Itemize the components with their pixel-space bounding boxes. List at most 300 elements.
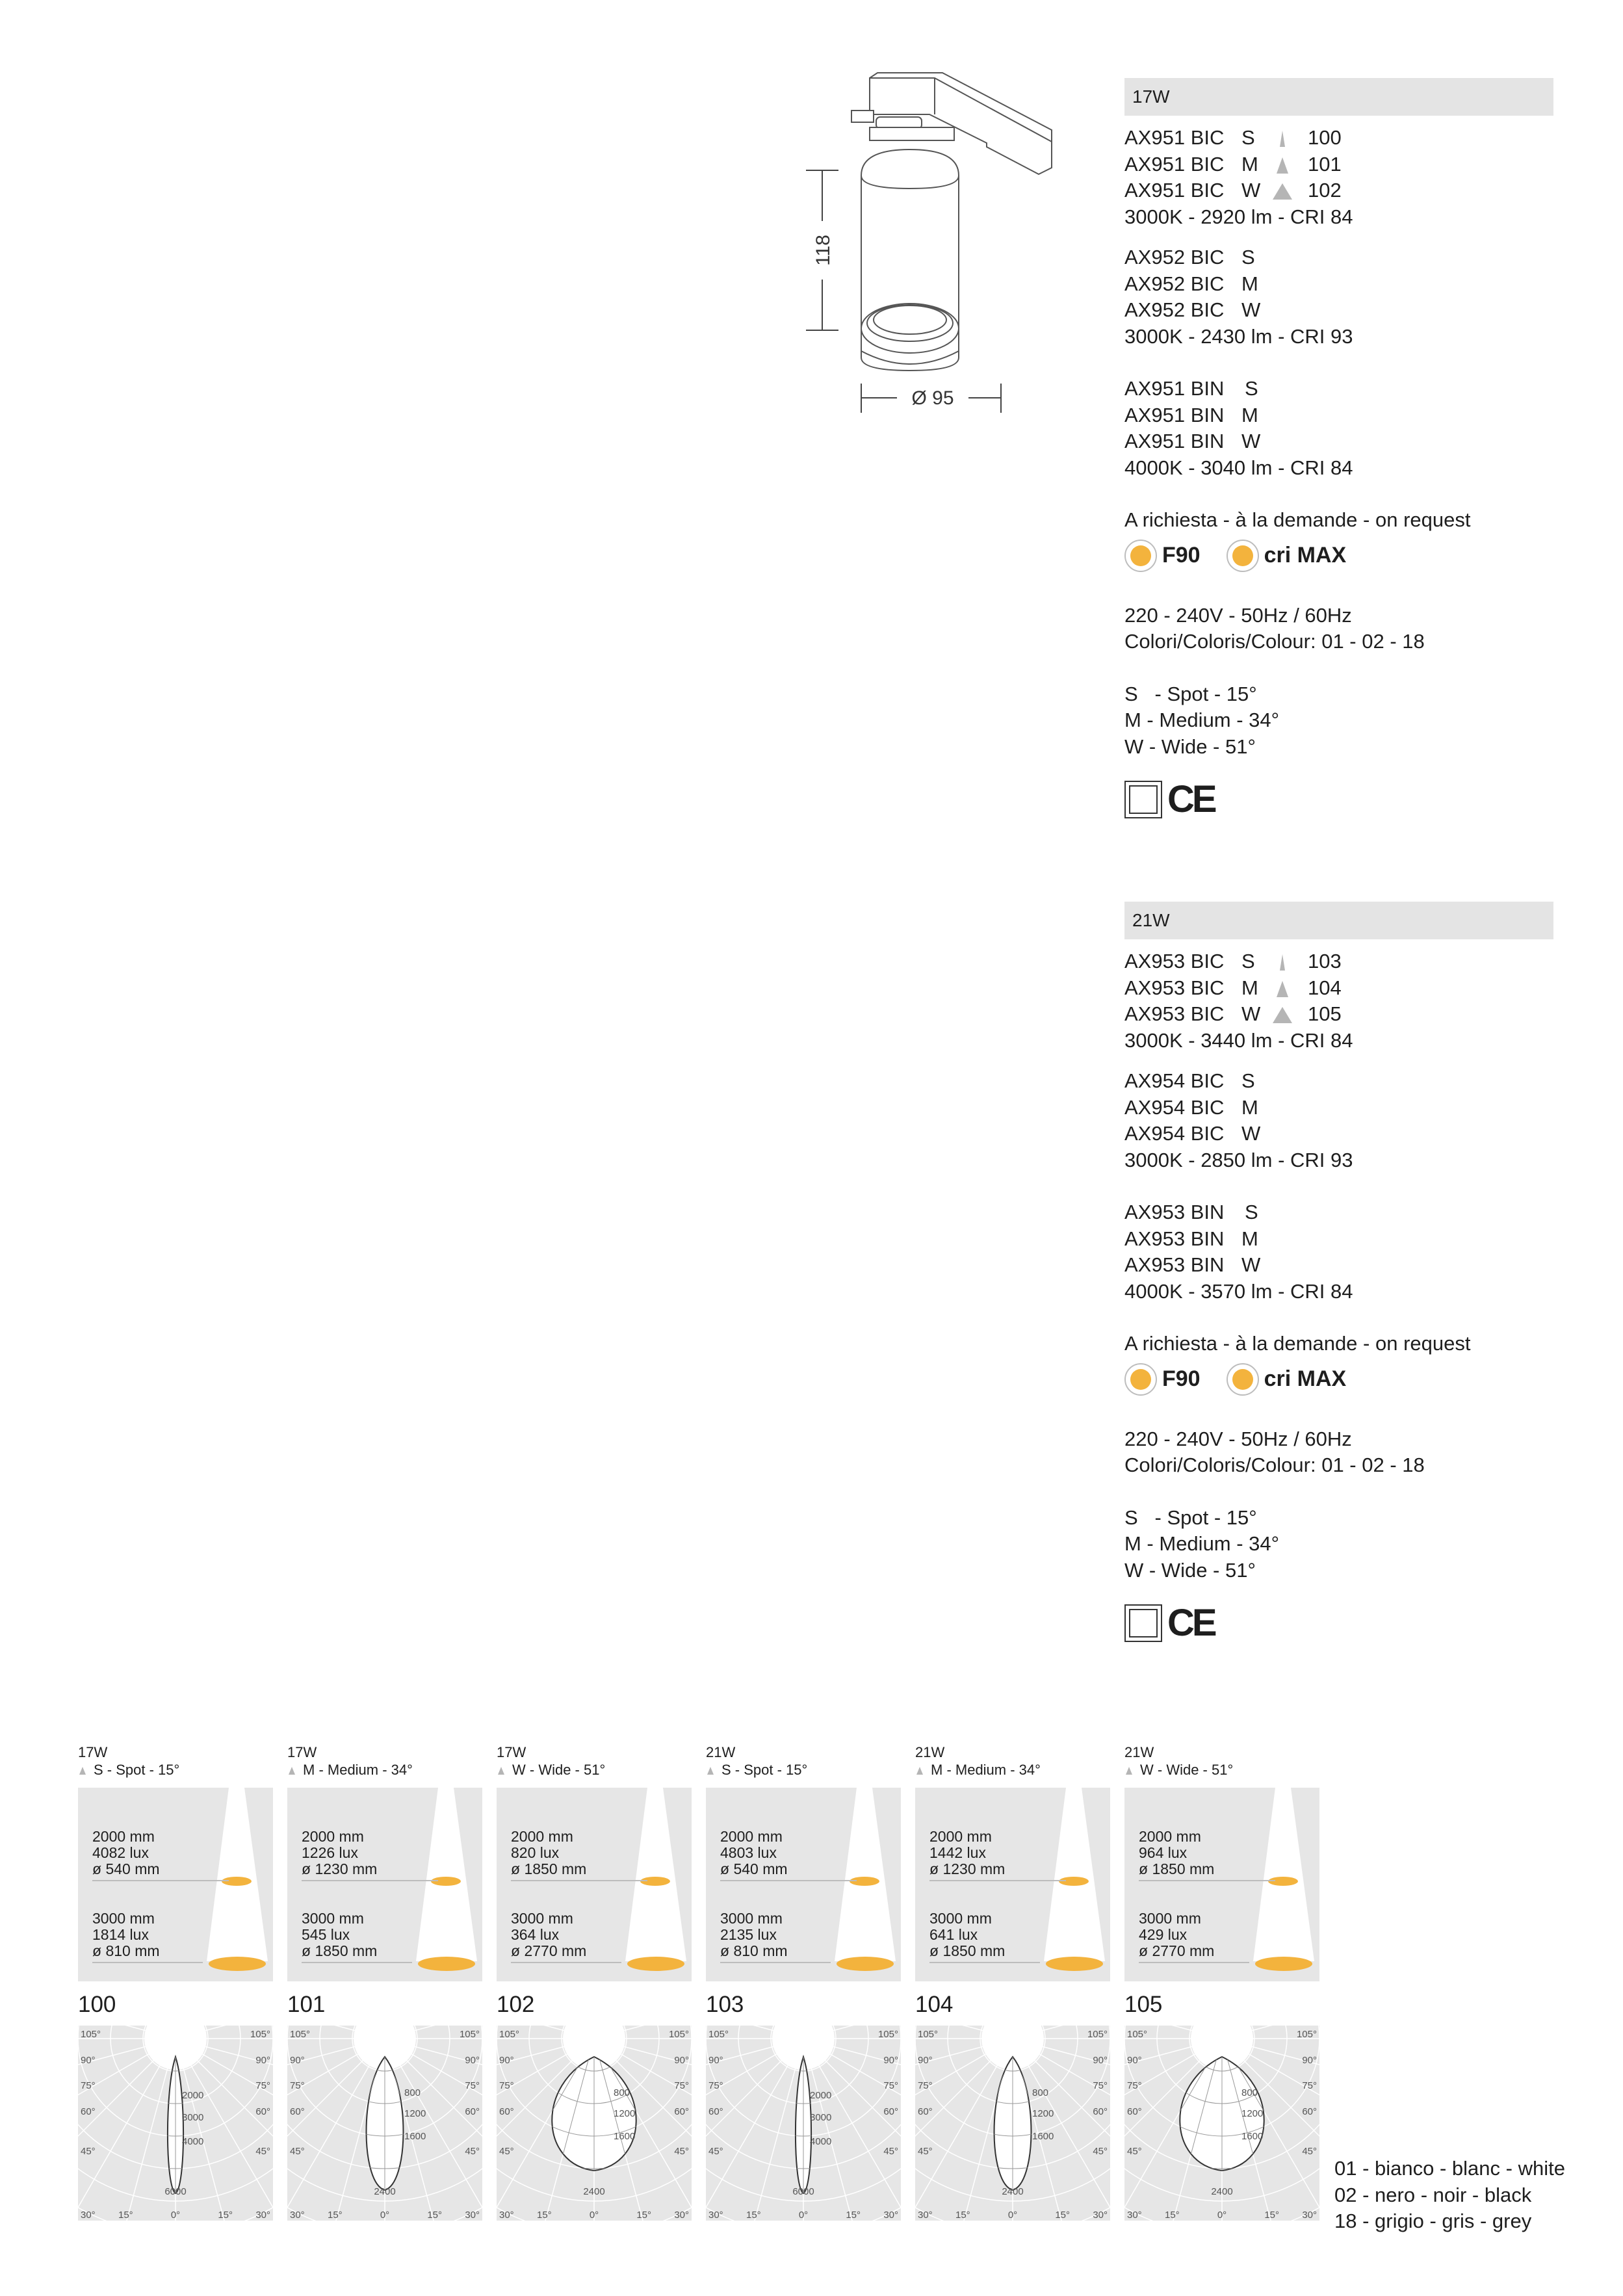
polar-angle-label: 30° <box>708 2210 723 2221</box>
model-code: AX954 BIC <box>1124 1095 1225 1119</box>
model-code: AX953 BIN <box>1124 1201 1225 1223</box>
ce-mark: CE <box>1167 1601 1215 1644</box>
card-power: 21W <box>1124 1744 1154 1760</box>
far-measure <box>1139 1911 1214 1959</box>
power-header: 17W <box>1124 78 1553 116</box>
beam-letter: S <box>1245 377 1258 400</box>
beam-letter: W <box>1241 1253 1261 1276</box>
photometric-ref: 105 <box>1124 1992 1163 2017</box>
spot-diameter: ø 2770 mm <box>1139 1942 1215 1959</box>
polar-angle-label: 45° <box>1127 2146 1142 2157</box>
option-badge-icon <box>1227 1363 1259 1396</box>
polar-diagram-panel <box>78 2026 273 2221</box>
spot-diameter: ø 1230 mm <box>929 1860 1006 1877</box>
measure-line <box>1139 1962 1249 1963</box>
polar-angle-label: 75° <box>499 2080 514 2091</box>
polar-angle-label: 60° <box>290 2106 305 2117</box>
card-beam-line <box>78 1761 273 1779</box>
polar-angle-label: 30° <box>674 2210 689 2221</box>
near-measure <box>1139 1829 1214 1877</box>
polar-ring-label: 6000 <box>792 2186 814 2197</box>
model-code: AX954 BIC <box>1124 1122 1225 1145</box>
polar-angle-label: 60° <box>81 2106 96 2117</box>
polar-angle-label: 75° <box>918 2080 933 2091</box>
beam-angle-icon <box>1273 130 1292 147</box>
polar-angle-label: 90° <box>1127 2055 1142 2066</box>
polar-ring-label: 4000 <box>182 2136 204 2147</box>
far-measure <box>302 1911 377 1959</box>
measure-line <box>929 1880 1066 1881</box>
beam-letter: S <box>1241 1069 1255 1092</box>
model-code: AX952 BIC <box>1124 272 1225 295</box>
spec-block <box>1124 78 1553 822</box>
polar-ring-label: 2400 <box>1002 2186 1024 2197</box>
beam-letter: W <box>1241 1122 1261 1145</box>
colour-legend <box>1334 2156 1565 2235</box>
beam-description: S - Spot - 15° <box>1124 682 1257 705</box>
spot-diameter: ø 810 mm <box>720 1942 788 1959</box>
double-insulation-icon <box>1124 781 1162 818</box>
light-beam <box>625 1788 686 1961</box>
distance: 2000 mm <box>92 1828 155 1845</box>
photometric-ref: 103 <box>1308 950 1342 972</box>
spec-block <box>1124 902 1553 1646</box>
photometric-card <box>78 1743 273 2237</box>
polar-intensity-diagram <box>497 2026 692 2221</box>
card-header <box>915 1743 1110 1779</box>
product-drawing <box>780 65 1066 429</box>
polar-angle-label: 30° <box>465 2210 480 2221</box>
measure-line <box>720 1880 857 1881</box>
photometric-ref: 102 <box>1308 179 1342 202</box>
voltage: 220 - 240V - 50Hz / 60Hz <box>1124 603 1352 627</box>
model-info: 4000K - 3570 lm - CRI 84 <box>1124 1279 1353 1303</box>
polar-angle-label: 60° <box>1127 2106 1142 2117</box>
light-spot-near <box>1059 1877 1089 1886</box>
spec-lines <box>1124 125 1553 822</box>
model-row <box>1124 948 1553 975</box>
light-cone-panel <box>1124 1788 1319 1981</box>
polar-angle-label: 75° <box>81 2080 96 2091</box>
model-row <box>1124 1068 1553 1095</box>
beam-letter: W <box>1241 1002 1261 1025</box>
lux-value: 429 lux <box>1139 1926 1188 1943</box>
polar-diagram-panel <box>915 2026 1110 2221</box>
beam-angle-icon <box>1124 1767 1134 1775</box>
model-info: 4000K - 3040 lm - CRI 84 <box>1124 456 1353 479</box>
option-badge-icon <box>1124 540 1157 572</box>
measure-line <box>302 1880 438 1881</box>
card-header <box>497 1743 692 1779</box>
polar-angle-label: 105° <box>877 2029 898 2040</box>
card-beam: M - Medium - 34° <box>931 1762 1041 1778</box>
photometric-card <box>1124 1743 1319 2237</box>
polar-angle-label: 105° <box>918 2029 939 2040</box>
polar-ring-label: 1600 <box>1032 2131 1054 2142</box>
beam-description: W - Wide - 51° <box>1124 1558 1256 1582</box>
polar-angle-label: 45° <box>1093 2146 1108 2157</box>
card-beam: W - Wide - 51° <box>512 1762 606 1778</box>
spot-diameter: ø 1850 mm <box>511 1860 587 1877</box>
beam-letter: M <box>1241 152 1258 176</box>
beam-angle-icon <box>497 1767 506 1775</box>
lux-value: 1442 lux <box>929 1844 986 1861</box>
model-code: AX951 BIC <box>1124 126 1225 149</box>
polar-intensity-diagram <box>915 2026 1110 2221</box>
beam-letter: W <box>1241 179 1261 202</box>
polar-angle-label: 90° <box>674 2055 689 2066</box>
light-cone-panel <box>915 1788 1110 1981</box>
light-spot-far <box>837 1957 894 1971</box>
beam-description: M - Medium - 34° <box>1124 1532 1280 1555</box>
polar-ring-label: 800 <box>1241 2087 1258 2098</box>
distance: 2000 mm <box>302 1828 364 1845</box>
photometric-card <box>706 1743 901 2237</box>
polar-angle-label: 45° <box>255 2146 270 2157</box>
card-power: 17W <box>497 1744 526 1760</box>
card-beam: W - Wide - 51° <box>1140 1762 1234 1778</box>
model-code: AX952 BIC <box>1124 298 1225 321</box>
polar-angle-label: 30° <box>290 2210 305 2221</box>
far-measure <box>720 1911 788 1959</box>
polar-diagram-panel <box>287 2026 482 2221</box>
spot-diameter: ø 2770 mm <box>511 1942 587 1959</box>
colour-legend-item: 18 - grigio - gris - grey <box>1334 2210 1532 2232</box>
polar-angle-label: 0° <box>380 2210 390 2221</box>
measure-line <box>92 1880 229 1881</box>
model-row <box>1124 151 1553 178</box>
card-power: 21W <box>706 1744 736 1760</box>
polar-intensity-diagram <box>1124 2026 1319 2221</box>
distance: 2000 mm <box>1139 1828 1201 1845</box>
polar-angle-label: 75° <box>1127 2080 1142 2091</box>
polar-angle-label: 15° <box>118 2210 133 2221</box>
polar-angle-label: 60° <box>255 2106 270 2117</box>
distance: 2000 mm <box>720 1828 783 1845</box>
beam-letter: S <box>1241 950 1255 972</box>
beam-angle-icon <box>1273 980 1292 997</box>
card-beam: S - Spot - 15° <box>721 1762 808 1778</box>
photometric-ref: 102 <box>497 1992 535 2017</box>
polar-angle-label: 90° <box>708 2055 723 2066</box>
photometric-card <box>497 1743 692 2237</box>
polar-diagram-panel <box>497 2026 692 2221</box>
dimension-height: 118 <box>812 235 834 266</box>
beam-letter: M <box>1241 403 1258 426</box>
distance: 3000 mm <box>511 1910 573 1927</box>
polar-angle-label: 105° <box>1296 2029 1317 2040</box>
polar-angle-label: 30° <box>883 2210 898 2221</box>
request-note: A richiesta - à la demande - on request <box>1124 508 1471 531</box>
distance: 3000 mm <box>302 1910 364 1927</box>
model-row <box>1124 1121 1553 1147</box>
light-beam <box>207 1788 268 1961</box>
polar-ring-label: 1600 <box>1241 2131 1264 2142</box>
card-power: 21W <box>915 1744 945 1760</box>
beam-letter: M <box>1241 1227 1258 1250</box>
beam-letter: M <box>1241 1095 1258 1119</box>
light-spot-far <box>1046 1957 1103 1971</box>
photometric-ref: 104 <box>915 1992 954 2017</box>
lux-value: 4082 lux <box>92 1844 149 1861</box>
beam-letter: W <box>1241 430 1261 452</box>
polar-angle-label: 75° <box>883 2080 898 2091</box>
polar-ring-label: 2400 <box>1211 2186 1233 2197</box>
polar-angle-label: 75° <box>290 2080 305 2091</box>
photometric-ref: 100 <box>1308 126 1342 149</box>
beam-angle-icon <box>1273 954 1292 971</box>
polar-angle-label: 105° <box>81 2029 101 2040</box>
polar-ring-label: 1200 <box>1241 2108 1264 2119</box>
photometric-ref: 103 <box>706 1992 744 2017</box>
polar-angle-label: 30° <box>499 2210 514 2221</box>
polar-angle-label: 45° <box>1302 2146 1317 2157</box>
measure-line <box>511 1962 621 1963</box>
polar-angle-label: 90° <box>290 2055 305 2066</box>
polar-angle-label: 45° <box>290 2146 305 2157</box>
beam-letter: S <box>1245 1201 1258 1223</box>
polar-ring-label: 2400 <box>583 2186 605 2197</box>
measure-line <box>929 1962 1040 1963</box>
card-header <box>706 1743 901 1779</box>
polar-angle-label: 75° <box>708 2080 723 2091</box>
card-beam-line <box>497 1761 692 1779</box>
model-info: 3000K - 2430 lm - CRI 93 <box>1124 324 1353 348</box>
distance: 3000 mm <box>92 1910 155 1927</box>
lux-value: 4803 lux <box>720 1844 777 1861</box>
far-measure <box>92 1911 160 1959</box>
polar-angle-label: 105° <box>1127 2029 1148 2040</box>
polar-angle-label: 45° <box>674 2146 689 2157</box>
polar-ring-label: 800 <box>614 2087 630 2098</box>
polar-ring-label: 1200 <box>614 2108 636 2119</box>
beam-letter: M <box>1241 976 1258 999</box>
beam-angle-icon <box>1273 183 1292 200</box>
beam-description: S - Spot - 15° <box>1124 1506 1257 1529</box>
near-measure <box>92 1829 160 1877</box>
double-insulation-icon <box>1124 1604 1162 1642</box>
lux-value: 1814 lux <box>92 1926 149 1943</box>
beam-letter: W <box>1241 298 1261 321</box>
light-cone-panel <box>706 1788 901 1981</box>
option-badge-label: cri MAX <box>1264 1366 1347 1392</box>
polar-angle-label: 15° <box>427 2210 442 2221</box>
ce-mark: CE <box>1167 777 1215 820</box>
near-measure <box>720 1829 788 1877</box>
polar-angle-label: 105° <box>290 2029 311 2040</box>
polar-angle-label: 0° <box>798 2210 809 2221</box>
polar-angle-label: 45° <box>81 2146 96 2157</box>
beam-angle-icon <box>1273 157 1292 174</box>
spot-diameter: ø 540 mm <box>92 1860 160 1877</box>
beam-description: M - Medium - 34° <box>1124 709 1280 731</box>
light-beam <box>1253 1788 1314 1961</box>
model-row <box>1124 975 1553 1002</box>
led-dot-icon <box>1232 1369 1253 1390</box>
double-insulation-inner <box>1129 1609 1158 1637</box>
photometric-ref: 101 <box>287 1992 326 2017</box>
beam-angle-icon <box>287 1767 296 1775</box>
spec-lines <box>1124 948 1553 1646</box>
polar-diagram-panel <box>1124 2026 1319 2221</box>
light-spot-far <box>1255 1957 1312 1971</box>
polar-angle-label: 60° <box>674 2106 689 2117</box>
polar-angle-label: 90° <box>1093 2055 1108 2066</box>
polar-ring-label: 2000 <box>182 2090 204 2101</box>
polar-angle-label: 90° <box>883 2055 898 2066</box>
beam-angle-icon <box>706 1767 715 1775</box>
model-row <box>1124 1199 1553 1226</box>
polar-angle-label: 75° <box>1302 2080 1317 2091</box>
polar-angle-label: 90° <box>499 2055 514 2066</box>
led-dot-icon <box>1130 1369 1151 1390</box>
light-cone-panel <box>287 1788 482 1981</box>
polar-angle-label: 15° <box>537 2210 552 2221</box>
polar-angle-label: 90° <box>465 2055 480 2066</box>
model-row <box>1124 297 1553 324</box>
measure-line <box>302 1962 412 1963</box>
polar-angle-label: 15° <box>1165 2210 1180 2221</box>
light-spot-far <box>418 1957 475 1971</box>
option-badges <box>1124 535 1553 577</box>
model-code: AX953 BIC <box>1124 950 1225 972</box>
colour-legend-item: 01 - bianco - blanc - white <box>1334 2157 1565 2180</box>
distance: 3000 mm <box>1139 1910 1201 1927</box>
polar-angle-label: 45° <box>918 2146 933 2157</box>
light-beam <box>1044 1788 1105 1961</box>
beam-letter: M <box>1241 272 1258 295</box>
photometric-cards <box>78 1743 1339 2237</box>
card-beam-line <box>287 1761 482 1779</box>
model-code: AX954 BIC <box>1124 1069 1225 1092</box>
card-power: 17W <box>78 1744 108 1760</box>
option-badge-icon <box>1227 540 1259 572</box>
light-spot-near <box>431 1877 461 1886</box>
led-dot-icon <box>1130 545 1151 566</box>
polar-angle-label: 30° <box>81 2210 96 2221</box>
polar-angle-label: 105° <box>499 2029 520 2040</box>
polar-angle-label: 45° <box>708 2146 723 2157</box>
polar-angle-label: 60° <box>708 2106 723 2117</box>
double-insulation-inner <box>1129 785 1158 814</box>
light-cone-panel <box>497 1788 692 1981</box>
certification-marks <box>1124 777 1553 822</box>
distance: 3000 mm <box>929 1910 992 1927</box>
option-badge-label: F90 <box>1162 543 1201 568</box>
card-header <box>1124 1743 1319 1779</box>
model-code: AX951 BIN <box>1124 403 1225 426</box>
model-code: AX951 BIN <box>1124 377 1225 400</box>
lux-value: 641 lux <box>929 1926 978 1943</box>
far-measure <box>929 1911 1005 1959</box>
photometric-ref: 100 <box>78 1992 116 2017</box>
colour-options: Colori/Coloris/Colour: 01 - 02 - 18 <box>1124 1454 1425 1476</box>
light-spot-near <box>850 1877 879 1886</box>
light-cone-panel <box>78 1788 273 1981</box>
spot-diameter: ø 540 mm <box>720 1860 788 1877</box>
card-beam: M - Medium - 34° <box>303 1762 413 1778</box>
lux-value: 364 lux <box>511 1926 560 1943</box>
model-row <box>1124 402 1553 429</box>
polar-angle-label: 30° <box>1302 2210 1317 2221</box>
model-code: AX953 BIN <box>1124 1253 1225 1276</box>
polar-angle-label: 105° <box>250 2029 270 2040</box>
beam-angle-icon <box>915 1767 924 1775</box>
spot-diameter: ø 1850 mm <box>302 1942 378 1959</box>
polar-angle-label: 90° <box>255 2055 270 2066</box>
polar-angle-label: 45° <box>883 2146 898 2157</box>
polar-angle-label: 90° <box>81 2055 96 2066</box>
polar-angle-label: 15° <box>746 2210 761 2221</box>
model-info: 3000K - 2920 lm - CRI 84 <box>1124 205 1353 228</box>
power-header: 21W <box>1124 902 1553 939</box>
lux-value: 2135 lux <box>720 1926 777 1943</box>
beam-letter: S <box>1241 126 1255 149</box>
option-badge-label: F90 <box>1162 1366 1201 1392</box>
voltage: 220 - 240V - 50Hz / 60Hz <box>1124 1427 1352 1450</box>
measure-line <box>92 1962 203 1963</box>
near-measure <box>302 1829 377 1877</box>
polar-angle-label: 60° <box>465 2106 480 2117</box>
polar-ring-label: 3000 <box>810 2112 832 2123</box>
polar-angle-label: 15° <box>218 2210 233 2221</box>
light-spot-far <box>209 1957 266 1971</box>
polar-intensity-diagram <box>78 2026 273 2221</box>
polar-angle-label: 75° <box>255 2080 270 2091</box>
polar-angle-label: 15° <box>328 2210 343 2221</box>
polar-angle-label: 15° <box>636 2210 651 2221</box>
polar-angle-label: 75° <box>1093 2080 1108 2091</box>
polar-angle-label: 15° <box>1055 2210 1070 2221</box>
lux-value: 1226 lux <box>302 1844 358 1861</box>
polar-intensity-diagram <box>287 2026 482 2221</box>
lux-value: 964 lux <box>1139 1844 1188 1861</box>
polar-angle-label: 30° <box>255 2210 270 2221</box>
model-row <box>1124 1252 1553 1279</box>
model-row <box>1124 376 1553 402</box>
polar-angle-label: 0° <box>1007 2210 1018 2221</box>
model-code: AX953 BIC <box>1124 1002 1225 1025</box>
card-beam-line <box>1124 1761 1319 1779</box>
polar-angle-label: 60° <box>1093 2106 1108 2117</box>
card-header <box>78 1743 273 1779</box>
polar-angle-label: 60° <box>499 2106 514 2117</box>
polar-ring-label: 2000 <box>810 2090 832 2101</box>
colour-options: Colori/Coloris/Colour: 01 - 02 - 18 <box>1124 630 1425 653</box>
model-code: AX953 BIC <box>1124 976 1225 999</box>
polar-ring-label: 1200 <box>1032 2108 1054 2119</box>
polar-angle-label: 30° <box>918 2210 933 2221</box>
near-measure <box>511 1829 586 1877</box>
polar-ring-label: 2400 <box>374 2186 396 2197</box>
request-note: A richiesta - à la demande - on request <box>1124 1332 1471 1355</box>
model-code: AX951 BIC <box>1124 179 1225 202</box>
polar-angle-label: 60° <box>883 2106 898 2117</box>
model-code: AX951 BIC <box>1124 152 1225 176</box>
polar-ring-label: 6000 <box>164 2186 187 2197</box>
polar-ring-label: 1600 <box>614 2131 636 2142</box>
polar-angle-label: 30° <box>1093 2210 1108 2221</box>
model-row <box>1124 428 1553 455</box>
option-badge-label: cri MAX <box>1264 543 1347 568</box>
model-info: 3000K - 3440 lm - CRI 84 <box>1124 1028 1353 1052</box>
model-row <box>1124 125 1553 151</box>
option-badge-icon <box>1124 1363 1157 1396</box>
card-beam: S - Spot - 15° <box>94 1762 180 1778</box>
polar-angle-label: 90° <box>918 2055 933 2066</box>
model-row <box>1124 1001 1553 1028</box>
polar-ring-label: 800 <box>1032 2087 1049 2098</box>
